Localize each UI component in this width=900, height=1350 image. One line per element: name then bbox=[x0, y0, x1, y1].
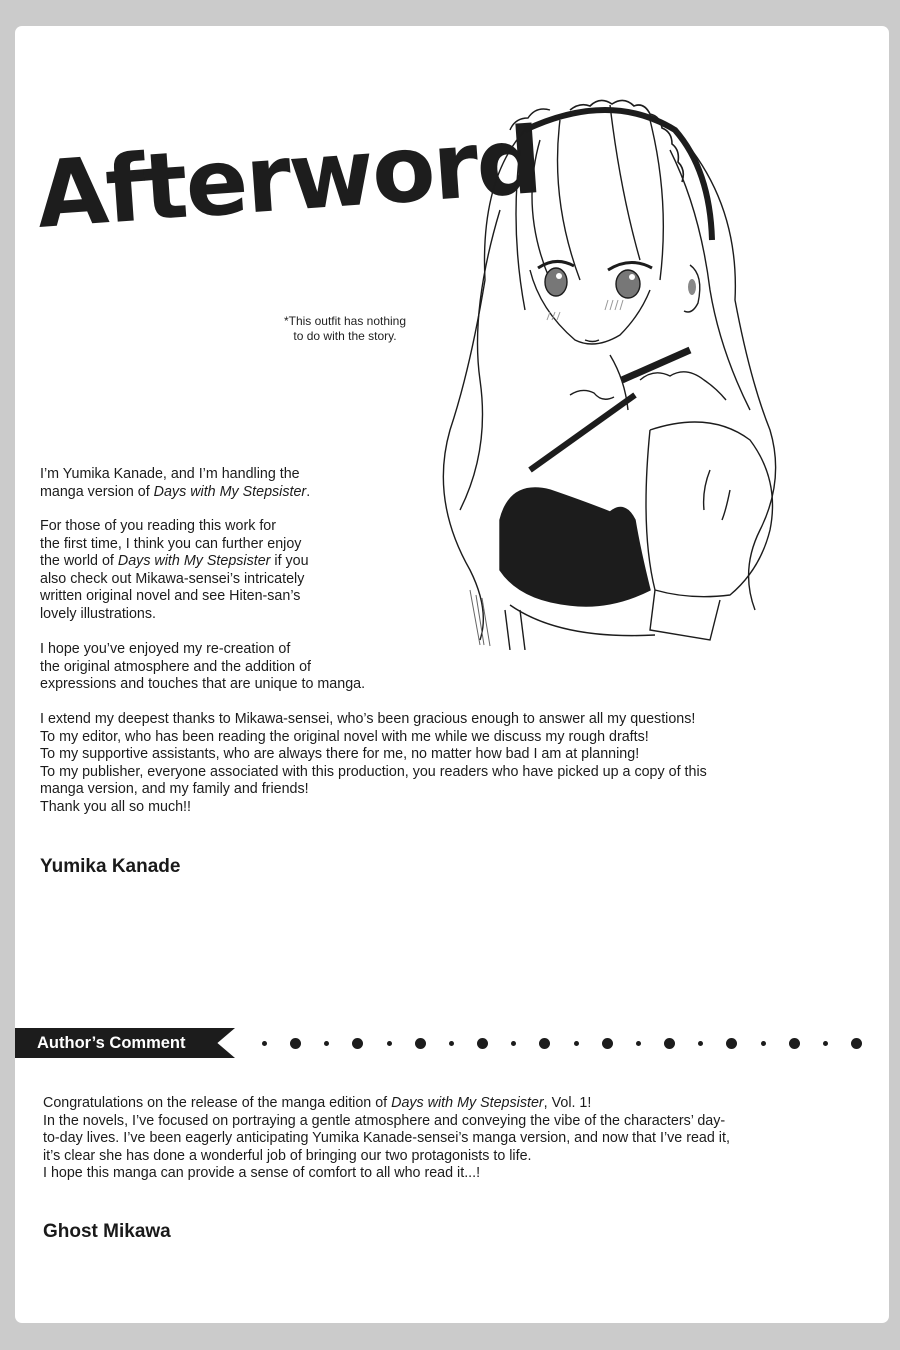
authors-comment-text bbox=[43, 1095, 730, 1183]
text-line: manga version, and my family and friends! bbox=[40, 781, 309, 798]
text-line: I extend my deepest thanks to Mikawa-sensei, who’s been gracious enough to answer all my questions! bbox=[40, 711, 696, 727]
text-line: lovely illustrations. bbox=[40, 605, 157, 622]
text-span: , Vol. 1! bbox=[543, 1095, 592, 1111]
caption-line: to do with the story. bbox=[293, 329, 397, 343]
divider-dot bbox=[664, 1038, 675, 1049]
divider-dot bbox=[477, 1038, 488, 1049]
text-line: also check out Mikawa-sensei’s intricately bbox=[40, 570, 305, 587]
book-title: Days with My Stepsister bbox=[153, 483, 307, 500]
text-line: Thank you all so much!! bbox=[40, 798, 191, 815]
book-title: Days with My Stepsister bbox=[117, 553, 271, 570]
text-line: To my supportive assistants, who are always there for me, no matter how bad I am at planning! bbox=[40, 746, 640, 763]
text-line bbox=[43, 1095, 730, 1113]
divider-dot bbox=[851, 1038, 862, 1049]
text-line: expressions and touches that are unique to manga. bbox=[40, 676, 366, 693]
text-span: the world of bbox=[40, 553, 118, 570]
text-span: manga version of bbox=[40, 483, 154, 500]
divider-dot bbox=[415, 1038, 426, 1049]
divider-dot bbox=[636, 1041, 641, 1046]
text-line: it’s clear she has done a wonderful job of bringing our two protagonists to life. bbox=[43, 1147, 532, 1164]
illustration-caption bbox=[265, 314, 425, 344]
afterword-paragraph-4 bbox=[40, 711, 707, 817]
divider-dot bbox=[823, 1041, 828, 1046]
divider-dot bbox=[789, 1038, 800, 1049]
book-title: Days with My Stepsister bbox=[391, 1095, 544, 1111]
divider-dot bbox=[290, 1038, 301, 1049]
text-line: I hope this manga can provide a sense of comfort to all who read it...! bbox=[43, 1165, 481, 1182]
text-span: Congratulations on the release of the manga edition of bbox=[43, 1095, 392, 1111]
divider-dot bbox=[726, 1038, 737, 1049]
text-line: the original atmosphere and the addition of bbox=[40, 658, 312, 675]
caption-line: *This outfit has nothing bbox=[283, 314, 407, 328]
authors-comment-label: Author’s Comment bbox=[37, 1034, 186, 1052]
divider-dot bbox=[602, 1038, 613, 1049]
divider-dot bbox=[511, 1041, 516, 1046]
text-line: To my editor, who has been reading the original novel with me while we discuss my rough drafts! bbox=[40, 728, 649, 745]
afterword-paragraph-2 bbox=[40, 518, 309, 624]
divider-dot bbox=[574, 1041, 579, 1046]
divider-dot bbox=[387, 1041, 392, 1046]
text-line: to-day lives. I’ve been eagerly anticipating Yumika Kanade-sensei’s manga version, and now that I’ve read it, bbox=[43, 1130, 730, 1147]
text-line: the first time, I think you can further enjoy bbox=[40, 535, 302, 552]
text-line bbox=[40, 484, 310, 502]
divider-dot bbox=[449, 1041, 454, 1046]
maid-character-illustration-icon bbox=[410, 50, 790, 650]
divider-dot bbox=[324, 1041, 329, 1046]
text-line: I’m Yumika Kanade, and I’m handling the bbox=[40, 466, 300, 482]
text-line: For those of you reading this work for bbox=[40, 518, 277, 534]
text-line bbox=[40, 553, 309, 571]
text-line: To my publisher, everyone associated with this production, you readers who have picked up a copy of this bbox=[40, 763, 707, 780]
afterword-paragraph-1 bbox=[40, 466, 310, 501]
divider-dot bbox=[539, 1038, 550, 1049]
divider-dot bbox=[761, 1041, 766, 1046]
text-span: . bbox=[306, 483, 311, 500]
text-span: if you bbox=[270, 553, 309, 570]
dotted-divider bbox=[262, 1035, 862, 1051]
text-line: I hope you’ve enjoyed my re-creation of bbox=[40, 641, 291, 657]
divider-dot bbox=[262, 1041, 267, 1046]
afterword-paragraph-3 bbox=[40, 641, 365, 694]
authors-comment-signature: Ghost Mikawa bbox=[43, 1221, 171, 1242]
text-line: written original novel and see Hiten-san’s bbox=[40, 588, 301, 605]
page-title: Afterword bbox=[33, 107, 544, 249]
afterword-signature: Yumika Kanade bbox=[40, 856, 181, 877]
text-line: In the novels, I’ve focused on portraying a gentle atmosphere and conveying the vibe of the characters’ day- bbox=[43, 1112, 726, 1129]
divider-dot bbox=[698, 1041, 703, 1046]
divider-dot bbox=[352, 1038, 363, 1049]
